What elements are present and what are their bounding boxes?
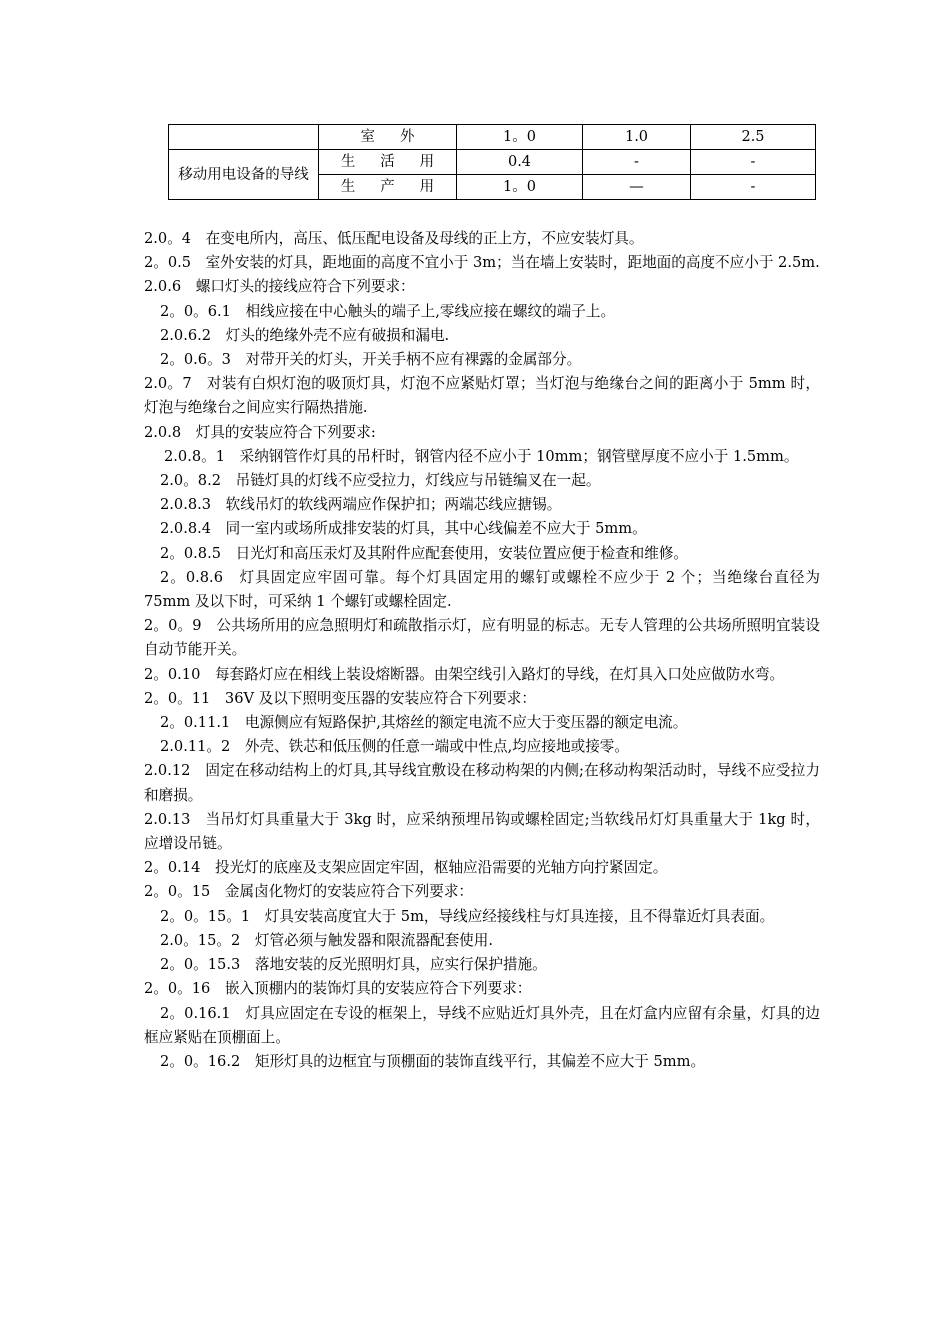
sub-clause-paragraph: 2.0.11。2 外壳、铁芯和低压侧的任意一端或中性点,均应接地或接零。: [160, 738, 629, 756]
table-cell-value: -: [691, 150, 816, 175]
clause-paragraph: 2.0。7 对装有白炽灯泡的吸顶灯具，灯泡不应紧贴灯罩；当灯泡与绝缘台之间的距离小于 5mm 时，灯泡与绝缘台之间应实行隔热措施.: [144, 375, 820, 417]
sub-clause-paragraph: 2.0.8.3 软线吊灯的软线两端应作保护扣；两端芯线应搪锡。: [160, 496, 562, 514]
table-cell-sub: 生 活 用: [319, 150, 457, 175]
table-cell-value: 1.0: [583, 125, 691, 150]
table-cell-value: 1。0: [457, 175, 583, 200]
sub-clause-paragraph: 2.0.6.2 灯头的绝缘外壳不应有破损和漏电.: [160, 326, 450, 344]
clause-paragraph: 2。0.5 室外安装的灯具，距地面的高度不宜小于 3m；当在墙上安装时，距地面的高度不应小于 2.5m.: [144, 254, 820, 272]
clause-paragraph: 2.0。4 在变电所内，高压、低压配电设备及母线的正上方，不应安装灯具。: [144, 230, 644, 247]
table-cell-sub: 室 外: [319, 125, 457, 150]
table-cell-category: [169, 125, 319, 150]
clause-paragraph: 2.0.13 当吊灯灯具重量大于 3kg 时，应采纳预埋吊钩或螺栓固定;当软线吊灯灯具重量大于 1kg 时，应增设吊链。: [144, 810, 820, 853]
clause-paragraph: 2.0.8 灯具的安装应符合下列要求:: [144, 423, 376, 441]
clause-paragraph: 2。0。16 嵌入顶棚内的装饰灯具的安装应符合下列要求：: [144, 980, 532, 998]
sub-clause-paragraph: 2.0。15。2 灯管必须与触发器和限流器配套使用.: [160, 931, 493, 949]
clause-paragraph: 2.0.12 固定在移动结构上的灯具,其导线宜敷设在移动构架的内侧;在移动构架活动时，导线不应受拉力和磨损。: [144, 762, 820, 804]
document-body: [144, 227, 820, 1074]
installation-height-table: [168, 124, 816, 200]
table-cell-value: 2.5: [691, 125, 816, 150]
clause-paragraph: 2。0。15 金属卤化物灯的安装应符合下列要求：: [144, 883, 474, 901]
sub-clause-paragraph: 2.0.8.4 同一室内或场所成排安装的灯具，其中心线偏差不应大于 5mm。: [160, 520, 647, 538]
sub-clause-paragraph: 2.0.8。1 采纳钢管作灯具的吊杆时，钢管内径不应小于 10mm；钢管壁厚度不应小于 1.5mm。: [164, 447, 799, 465]
sub-clause-paragraph: 2。0.8.5 日光灯和高压汞灯及其附件应配套使用，安装位置应便于检查和维修。: [160, 544, 689, 562]
sub-clause-paragraph: 2。0。16.2 矩形灯具的边框宜与顶棚面的装饰直线平行，其偏差不应大于 5mm。: [160, 1052, 706, 1070]
sub-clause-paragraph: 2。0.11.1 电源侧应有短路保护,其熔丝的额定电流不应大于变压器的额定电流。: [160, 714, 688, 732]
sub-clause-paragraph: 2。0.8.6 灯具固定应牢固可靠。每个灯具固定用的螺钉或螺栓不应少于 2 个；当绝缘台直径为 75mm 及以下时，可采纳 1 个螺钉或螺栓固定.: [144, 568, 820, 611]
sub-clause-paragraph: 2。0。6.1 相线应接在中心触头的端子上,零线应接在螺纹的端子上。: [160, 302, 616, 320]
sub-clause-paragraph: 2。0。15。1 灯具安装高度宜大于 5m，导线应经接线柱与灯具连接，且不得靠近灯具表面。: [160, 907, 775, 925]
table-cell-value: —: [583, 175, 691, 200]
table-cell-value: -: [583, 150, 691, 175]
clause-paragraph: 2.0.6 螺口灯头的接线应符合下列要求：: [144, 278, 415, 296]
table-row: [169, 125, 816, 150]
clause-paragraph: 2。0。9 公共场所用的应急照明灯和疏散指示灯，应有明显的标志。无专人管理的公共场所照明宜装设自动节能开关。: [144, 617, 820, 659]
table-cell-value: 1。0: [457, 125, 583, 150]
sub-clause-paragraph: 2.0。8.2 吊链灯具的灯线不应受拉力，灯线应与吊链编叉在一起。: [160, 472, 601, 490]
clause-paragraph: 2。0.10 每套路灯应在相线上装设熔断器。由架空线引入路灯的导线，在灯具入口处应做防水弯。: [144, 665, 785, 683]
table-cell-value: 0.4: [457, 150, 583, 175]
sub-clause-paragraph: 2。0。15.3 落地安装的反光照明灯具，应实行保护措施。: [160, 956, 547, 974]
sub-clause-paragraph: 2。0.6。3 对带开关的灯头，开关手柄不应有裸露的金属部分。: [160, 351, 582, 369]
table-cell-sub: 生 产 用: [319, 175, 457, 200]
table-cell-category: 移动用电设备的导线: [169, 150, 319, 200]
clause-paragraph: 2。0。11 36V 及以下照明变压器的安装应符合下列要求：: [144, 689, 536, 707]
table-row: [169, 150, 816, 175]
table-cell-value: -: [691, 175, 816, 200]
clause-paragraph: 2。0.14 投光灯的底座及支架应固定牢固，枢轴应沿需要的光轴方向拧紧固定。: [144, 859, 668, 877]
sub-clause-paragraph: 2。0.16.1 灯具应固定在专设的框架上，导线不应贴近灯具外壳，且在灯盒内应留有余量，灯具的边框应紧贴在顶棚面上。: [144, 1004, 820, 1046]
